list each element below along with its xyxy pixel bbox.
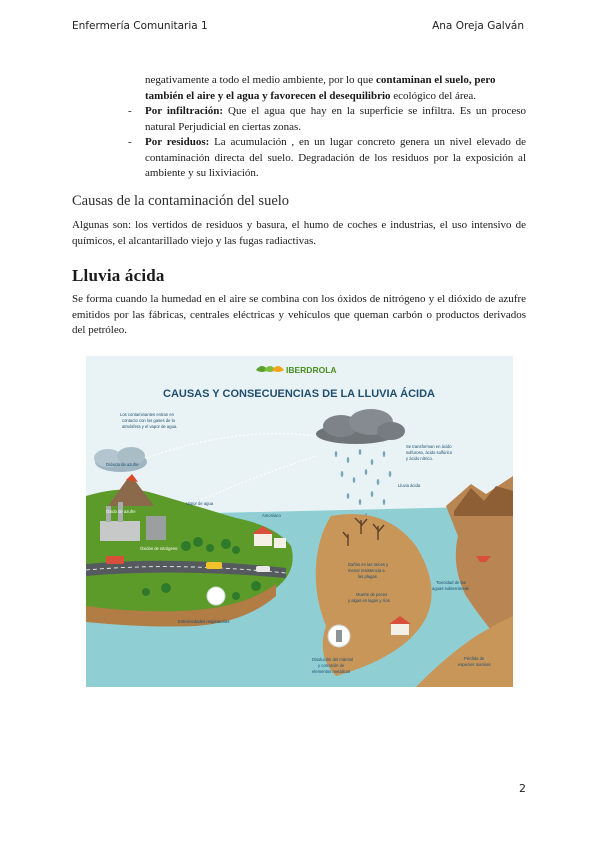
label-transforman: sulfuroso, ácido sulfúrico (406, 450, 453, 455)
label-lluvia: Lluvia ácida (398, 483, 421, 488)
label-transforman: Se transforman en ácido (406, 444, 452, 449)
list-dash: - (128, 136, 132, 148)
infographic-title: CAUSAS Y CONSECUENCIAS DE LA LLUVIA ÁCIDA (163, 388, 435, 400)
label-contaminantes: Los contaminantes entran en (120, 412, 175, 417)
label-transforman: y ácido nítrico. (406, 456, 433, 461)
label-danos: Daños en las raíces y (348, 562, 389, 567)
header-author: Ana Oreja Galván (432, 20, 524, 32)
list-item-term: Por residuos: (145, 136, 210, 148)
label-vapor: Vapor de agua (186, 501, 214, 506)
page-number: 2 (519, 782, 526, 795)
list-item-text: Que el agua que hay en la superficie se infiltra. Es un proceso natural Perjudicial en ciertas zonas. (145, 105, 526, 133)
island-house (391, 624, 409, 635)
continuation-tail: ecológico del área. (390, 89, 477, 102)
label-contaminantes: atmósfera y el vapor de agua. (122, 424, 178, 429)
label-danos: menor resistencia a (348, 568, 385, 573)
continuation-bold: contaminan el suelo, pero también el aire y el agua y favorecen el desequilibrio (145, 74, 496, 102)
label-danos: las plagas (358, 574, 377, 579)
label-contaminantes: contacto con los gases de la (122, 418, 175, 423)
paragraph-lluvia-acida: Se forma cuando la humedad en el aire se combina con los óxidos de nitrógeno y el dióxido de azufre emitidos por las fábricas, centrales eléctricas y vehículos que queman carbón o productos derivados del petróleo. (72, 293, 526, 337)
label-dioxido: Dióxido de azufre (106, 462, 139, 467)
list-dash: - (128, 105, 132, 117)
label-muerte: Muerte de peces (356, 592, 388, 597)
paragraph-causas: Algunas son: los vertidos de residuos y basura, el humo de coches e industrias, el uso intensivo de químicos, el alcantarillado viejo y las fugas radiactivas. (72, 219, 526, 247)
list-item-text: La acumulación , en un lugar concreto genera un nivel elevado de contaminación directa del suelo. Degradación de los residuos por la exposición al ambiente y su lixiviación. (145, 136, 526, 180)
label-muerte: y algas en lagos y ríos (348, 598, 390, 603)
label-amoniaco: Amoníaco (262, 513, 281, 518)
car (206, 562, 222, 569)
heading-causas: Causas de la contaminación del suelo (72, 193, 290, 209)
label-oxidos-nitrogeno: Óxidos de nitrógeno (140, 546, 178, 551)
label-disolucion: Disolución del mármol (312, 657, 354, 662)
brand-name: IBERDROLA (286, 365, 337, 375)
label-toxicidad: aguas subterráneas (432, 586, 470, 591)
people-badge (207, 587, 225, 605)
pollution-cloud-left (94, 447, 147, 472)
label-disolucion: y corrosión de (318, 663, 345, 668)
label-perdida: Pérdida de (464, 656, 485, 661)
label-oxido-azufre: Óxido de azufre (106, 509, 136, 514)
label-toxicidad: Toxicidad de las (436, 580, 466, 585)
continuation-paragraph (145, 73, 526, 104)
list-item-term: Por infiltración: (145, 105, 224, 117)
continuation-text: negativamente a todo el medio ambiente, por lo que (145, 74, 376, 86)
label-perdida: especies marinas (458, 662, 491, 667)
list-item-residuos (128, 135, 526, 182)
acid-rain-infographic (86, 356, 513, 687)
header-course: Enfermería Comunitaria 1 (72, 20, 208, 32)
car (106, 556, 124, 564)
heading-lluvia-acida: Lluvia ácida (72, 266, 165, 285)
list-item-infiltracion (128, 104, 526, 135)
car (256, 566, 270, 572)
label-disolucion: elementos metálicos (312, 669, 351, 674)
statue (336, 630, 342, 642)
label-enfermedades: Enfermedades respiratorias (178, 619, 230, 624)
